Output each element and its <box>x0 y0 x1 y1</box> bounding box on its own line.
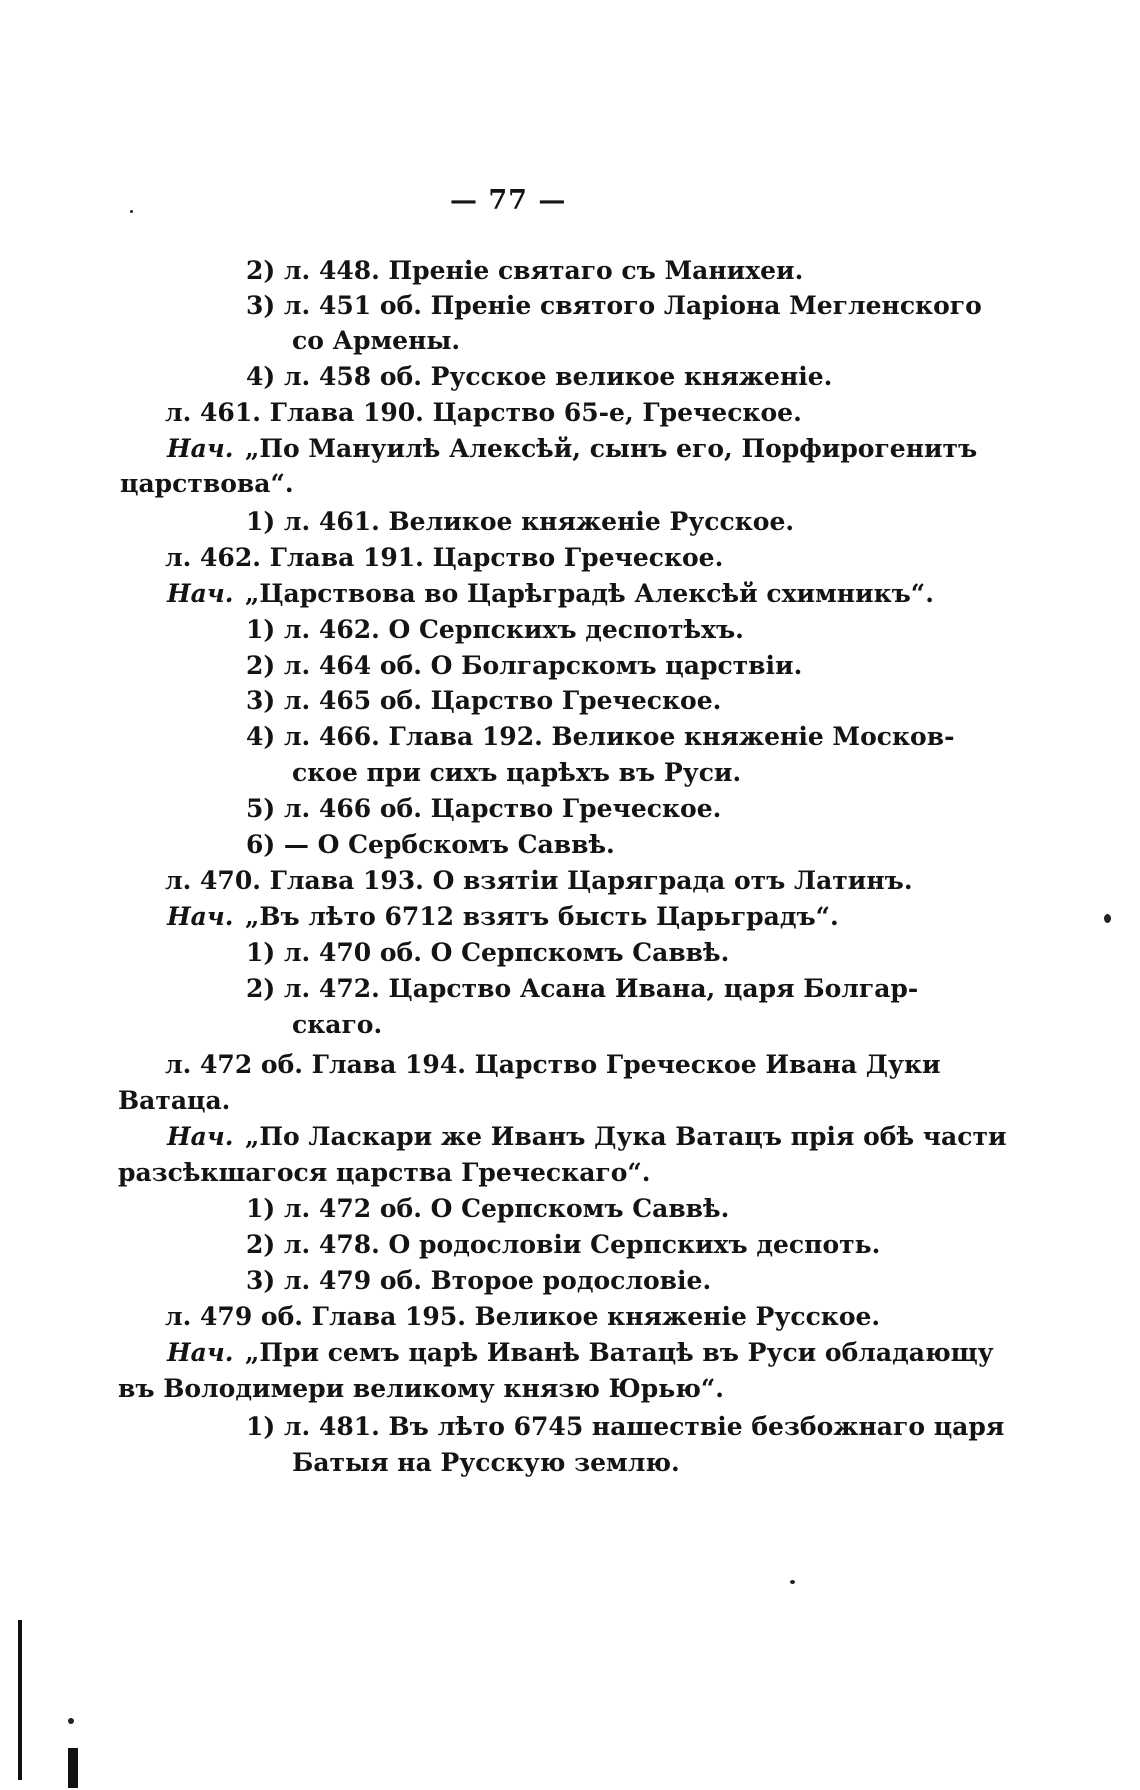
text-line: 4) л. 458 об. Русское великое княженіе. <box>246 362 833 391</box>
text-line: 5) л. 466 об. Царство Греческое. <box>246 794 722 823</box>
text-line: 2) л. 472. Царство Асана Ивана, царя Болгар- <box>246 974 919 1003</box>
scan-edge-mark <box>68 1748 78 1788</box>
text-line: ское при сихъ царѣхъ въ Руси. <box>292 758 742 787</box>
text-line: л. 470. Глава 193. О взятіи Царяграда отъ Латинъ. <box>165 866 913 895</box>
text-line: 3) л. 451 об. Преніе святого Ларіона Мегленского <box>246 291 982 320</box>
text-line: „При семъ царѣ Иванѣ Ватацѣ въ Руси обладающу <box>245 1338 994 1367</box>
text-line: разсѣкшагося царства Греческаго“. <box>118 1158 651 1187</box>
text-line: 1) л. 461. Великое княженіе Русское. <box>246 507 795 536</box>
ink-speck <box>790 1580 795 1584</box>
text-line: 4) л. 466. Глава 192. Великое княженіе Москов- <box>246 722 955 751</box>
text-line: 3) л. 465 об. Царство Греческое. <box>246 686 722 715</box>
text-line: 2) л. 478. О родословіи Серпскихъ деспоть. <box>246 1230 881 1259</box>
text-line: въ Володимери великому князю Юрью“. <box>118 1374 724 1403</box>
text-line: л. 461. Глава 190. Царство 65-е, Греческое. <box>165 398 802 427</box>
ink-speck <box>68 1718 74 1724</box>
text-line: 3) л. 479 об. Второе родословіе. <box>246 1266 712 1295</box>
ink-speck <box>1104 914 1111 923</box>
text-line: л. 472 об. Глава 194. Царство Греческое Ивана Дуки <box>165 1050 941 1079</box>
text-line: царствова“. <box>120 469 294 498</box>
incipit-label: Нач. <box>167 579 234 608</box>
text-line: Батыя на Русскую землю. <box>292 1448 680 1477</box>
incipit-label: Нач. <box>167 1338 234 1367</box>
text-line: со Армены. <box>292 326 461 355</box>
text-line: 2) л. 464 об. О Болгарскомъ царствіи. <box>246 651 803 680</box>
text-line: 1) л. 470 об. О Серпскомъ Саввѣ. <box>246 938 730 967</box>
incipit-label: Нач. <box>167 434 234 463</box>
incipit-label: Нач. <box>167 902 234 931</box>
incipit-label: Нач. <box>167 1122 234 1151</box>
scan-edge-mark <box>18 1620 22 1780</box>
text-line: 1) л. 481. Въ лѣто 6745 нашествіе безбожнаго царя <box>246 1412 1005 1441</box>
page-number: — 77 — <box>450 185 567 216</box>
text-line: „По Ласкари же Иванъ Дука Ватацъ прія обѣ части <box>245 1122 1007 1151</box>
text-line: 1) л. 462. О Серпскихъ деспотѣхъ. <box>246 615 744 644</box>
text-line: л. 479 об. Глава 195. Великое княженіе Русское. <box>165 1302 881 1331</box>
text-line: 2) л. 448. Преніе святаго съ Манихеи. <box>246 256 804 285</box>
ink-speck <box>130 210 133 213</box>
text-line: „Въ лѣто 6712 взятъ бысть Царьградъ“. <box>245 902 839 931</box>
text-line: „Царствова во Царѣградѣ Алексѣй схимникъ“. <box>245 579 934 608</box>
text-line: 6) — О Сербскомъ Саввѣ. <box>246 830 615 859</box>
text-line: л. 462. Глава 191. Царство Греческое. <box>165 543 724 572</box>
text-line: скаго. <box>292 1010 383 1039</box>
text-line: 1) л. 472 об. О Серпскомъ Саввѣ. <box>246 1194 730 1223</box>
text-line: Ватаца. <box>118 1086 231 1115</box>
text-line: „По Мануилѣ Алексѣй, сынъ его, Порфирогенитъ <box>245 434 978 463</box>
